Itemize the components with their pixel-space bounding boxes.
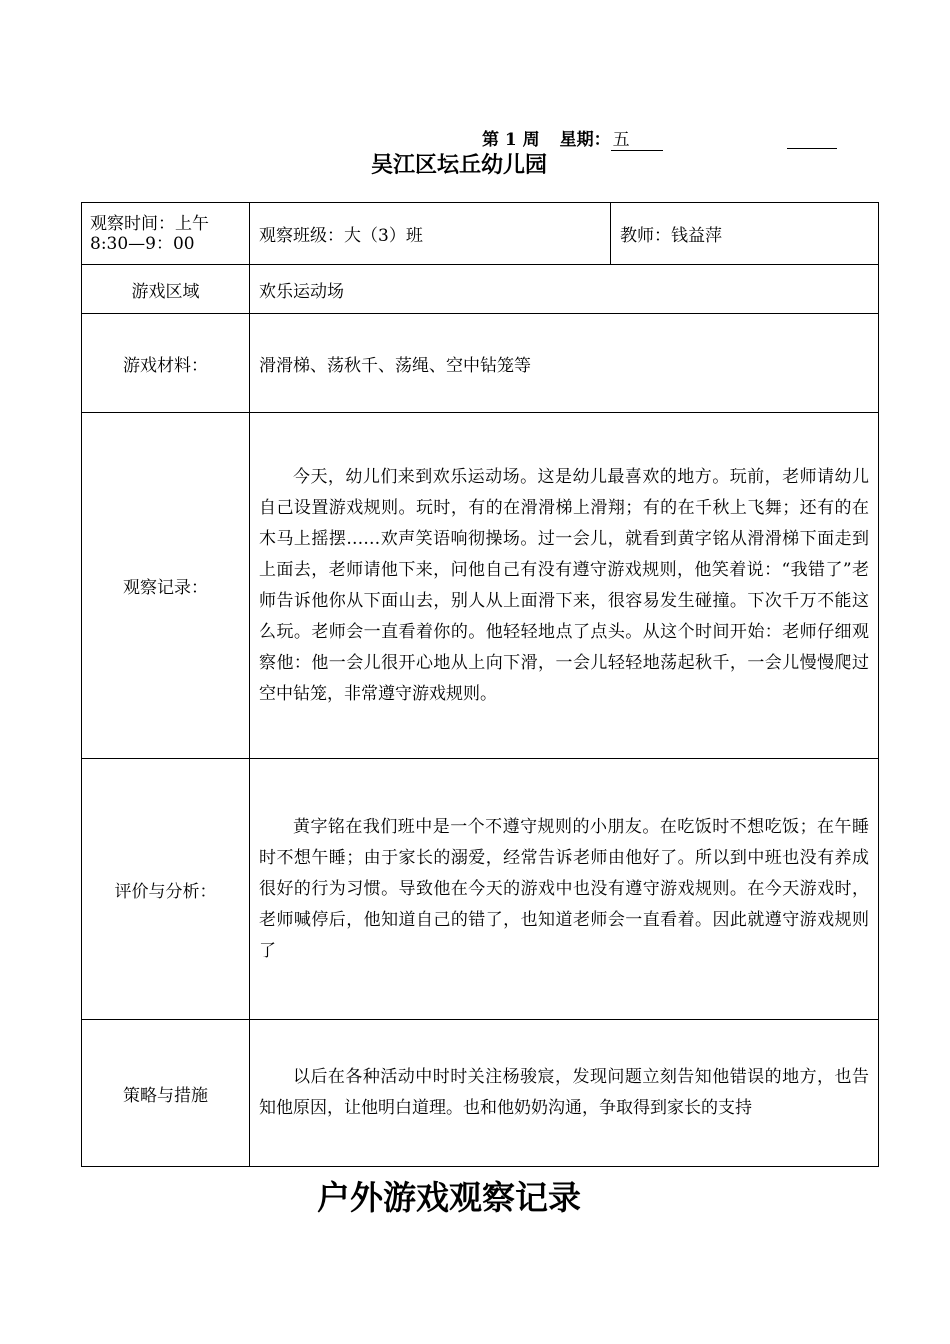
- area-row: [82, 265, 879, 314]
- area-value: 欢乐运动场: [250, 265, 879, 314]
- weekday-value: 五: [611, 125, 663, 151]
- strategy-text: 以后在各种活动中时时关注杨骏宸，发现问题立刻告知他错误的地方，也告知他原因，让他明白道理。也和他奶奶沟通，争取得到家长的支持: [259, 1067, 869, 1118]
- eval-text: 黄字铭在我们班中是一个不遵守规则的小朋友。在吃饭时不想吃饭；在午睡时不想午睡；由于家长的溺爱，经常告诉老师由他好了。所以到中班也没有养成很好的行为习惯。导致他在今天的游戏中也没有遵守游戏规则。在今天游戏时，老师喊停后，他知道自己的错了，也知道老师会一直看着。因此就遵守游戏规则了: [259, 816, 869, 961]
- strategy-row: [82, 1020, 879, 1167]
- eval-label: 评价与分析：: [82, 759, 250, 1020]
- document-title: 户外游戏观察记录: [317, 1178, 581, 1217]
- observation-class: 观察班级：大（3）班: [250, 203, 611, 265]
- observation-time: 观察时间：上午 8:30—9：00: [82, 203, 250, 265]
- strategy-label: 策略与措施: [82, 1020, 250, 1167]
- record-row: [82, 413, 879, 759]
- eval-row: [82, 759, 879, 1020]
- record-text: 今天，幼儿们来到欢乐运动场。这是幼儿最喜欢的地方。玩前，老师请幼儿自己设置游戏规则。玩时，有的在滑滑梯上滑翔；有的在千秋上飞舞；还有的在木马上摇摆……欢声笑语响彻操场。过一会儿，就看到黄字铭从滑滑梯下面走到上面去，老师请他下来，问他自己有没有遵守游戏规则，他笑着说：“我错了”老师告诉他你从下面山去，别人从上面滑下来，很容易发生碰撞。下次千万不能这么玩。老师会一直看着你的。他轻轻地点了点头。从这个时间开始：老师仔细观察他：他一会儿很开心地从上向下滑，一会儿轻轻地荡起秋千，一会儿慢慢爬过空中钻笼，非常遵守游戏规则。: [259, 466, 869, 704]
- materials-label: 游戏材料：: [82, 314, 250, 413]
- info-row: [82, 203, 879, 265]
- materials-row: [82, 314, 879, 413]
- weekday-label: 星期：: [559, 130, 611, 150]
- blank-underline: [787, 148, 837, 149]
- week-number: 第 1 周: [482, 130, 540, 150]
- observation-table: [81, 202, 879, 1167]
- record-label: 观察记录：: [82, 413, 250, 759]
- materials-value: 滑滑梯、荡秋千、荡绳、空中钻笼等: [250, 314, 879, 413]
- record-cell: [250, 413, 879, 759]
- area-label: 游戏区域: [82, 265, 250, 314]
- teacher-name: 教师：钱益萍: [611, 203, 879, 265]
- strategy-cell: [250, 1020, 879, 1167]
- eval-cell: [250, 759, 879, 1020]
- school-name: 吴江区坛丘幼儿园: [371, 152, 548, 178]
